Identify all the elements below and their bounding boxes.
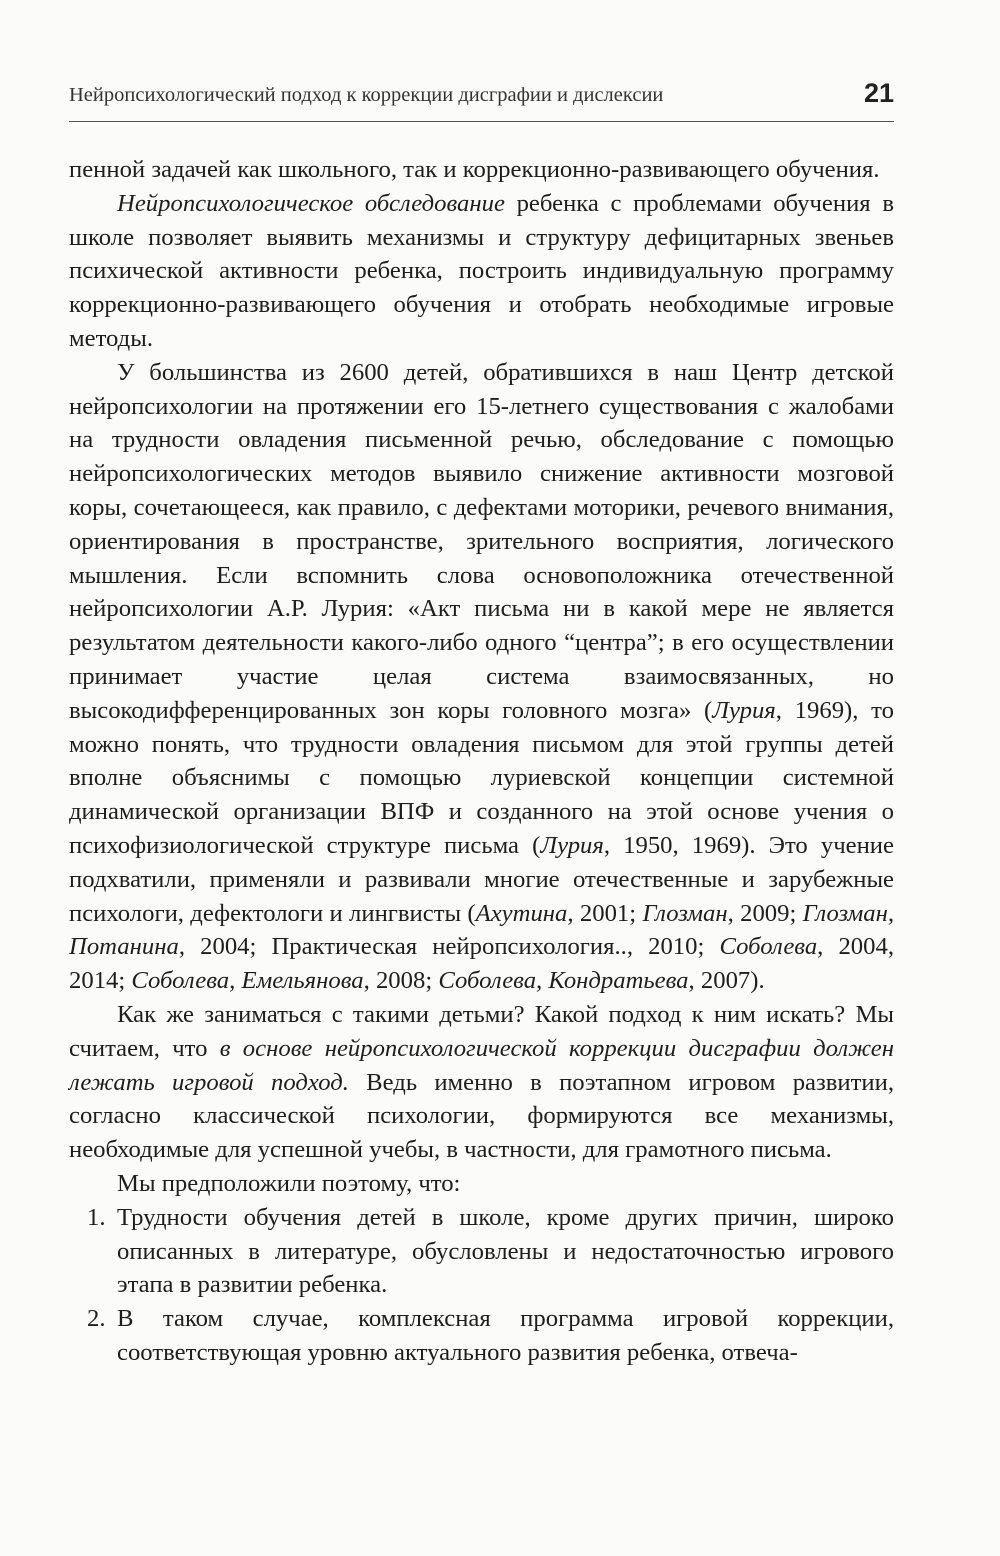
body-text xyxy=(69,153,894,1370)
text-segment: , 1950, 1969). Это учение подхватили, применяли и развивали многие отечественные и зарубежные психологи, дефектологи и лингвисты ( xyxy=(69,831,894,927)
text-segment: У большинства из 2600 детей, обратившихся в наш Центр детской нейропсихологии на протяжении его 15-летнего существования с жалобами на трудности овладения письменной речью, обследование с помощью нейропсихологических методов выявило снижение активности мозговой коры, сочетающееся, как правило, с дефектами моторики, речевого внимания, ориентирования в пространстве, зрительного восприятия, логического мышления. Если вспомнить слова основоположника отечественной нейропсихологии А.Р. Лурия: «Акт письма ни в какой мере не является результатом деятельности какого-либо одного “центра”; в его осуществлении принимает участие целая система взаимосвязанных, но высокодифференцированных зон коры головного мозга» ( xyxy=(69,358,894,724)
text-segment: Мы предположили поэтому, что: xyxy=(117,1169,461,1197)
italic-text: Соболева xyxy=(719,933,818,961)
list-item-text: Трудности обучения детей в школе, кроме других причин, широко описанных в литературе, обусловлены и недостаточностью игрового этапа в развитии ребенка. xyxy=(117,1203,894,1299)
list-item-number: 2. xyxy=(87,1305,106,1333)
text-segment: Ведь именно в поэтапном игровом развитии, согласно классической психологии, формируются все механизмы, необходимые для успешной учебы, в частности, для грамотного письма. xyxy=(69,1068,894,1164)
italic-text: Глозман, Потанина xyxy=(69,899,895,961)
italic-text: Глозман xyxy=(642,899,728,927)
running-header-title: Нейропсихологический подход к коррекции дисграфии и дислексии xyxy=(69,84,664,106)
paragraph xyxy=(69,356,894,998)
paragraph xyxy=(69,1167,894,1201)
italic-text: Нейропсихологическое обследование xyxy=(117,189,505,217)
text-segment: пенной задачей как школьного, так и коррекционно-развивающего обучения. xyxy=(69,156,880,183)
text-segment: , 2004; Практическая нейропсихология.., 2010; xyxy=(178,933,720,961)
paragraph xyxy=(69,998,894,1167)
italic-text: Соболева, Кондратьева xyxy=(438,967,689,995)
text-segment: , 2001; xyxy=(567,899,643,927)
italic-text: Лурия xyxy=(540,831,604,859)
list-item-text: В таком случае, комплексная программа игровой коррекции, соответствующая уровню актуального развития ребенка, отвеча- xyxy=(117,1305,894,1366)
text-segment: , 2007). xyxy=(688,967,765,995)
text-segment: ребенка с проблемами обучения в школе позволяет выявить механизмы и структуру дефицитарных звеньев психической активности ребенка, построить индивидуальную программу коррекционно-развивающего обучения и отобрать необходимые игровые методы. xyxy=(69,189,894,352)
text-segment: , 1969), то можно понять, что трудности овладения письмом для этой группы детей вполне объяснимы с помощью луриевской концепции системной динамической организации ВПФ и созданного на этой основе учения о психофизиологической структуре письма ( xyxy=(69,696,894,859)
text-segment: , 2009; xyxy=(727,899,803,927)
paragraphs xyxy=(69,153,894,1201)
italic-text: Соболева, Емельянова xyxy=(131,967,364,995)
text-segment: , 2004, 2014; xyxy=(69,933,895,995)
running-header xyxy=(69,78,894,118)
list-item xyxy=(69,1201,894,1302)
text-segment: , 2008; xyxy=(363,967,439,995)
header-rule xyxy=(69,121,894,122)
list-item-number: 1. xyxy=(87,1203,106,1231)
list-item xyxy=(69,1302,894,1370)
italic-text: Ахутина xyxy=(475,899,568,927)
numbered-list xyxy=(69,1201,894,1370)
paragraph xyxy=(69,187,894,356)
page-number: 21 xyxy=(863,78,894,108)
paragraph xyxy=(69,153,894,187)
text-segment: Как же заниматься с такими детьми? Какой подход к ним искать? Мы считаем, что xyxy=(69,1000,894,1062)
italic-text: в основе нейропсихологической коррекции дисграфии должен лежать игровой подход. xyxy=(69,1034,894,1096)
italic-text: Лурия xyxy=(712,696,776,724)
